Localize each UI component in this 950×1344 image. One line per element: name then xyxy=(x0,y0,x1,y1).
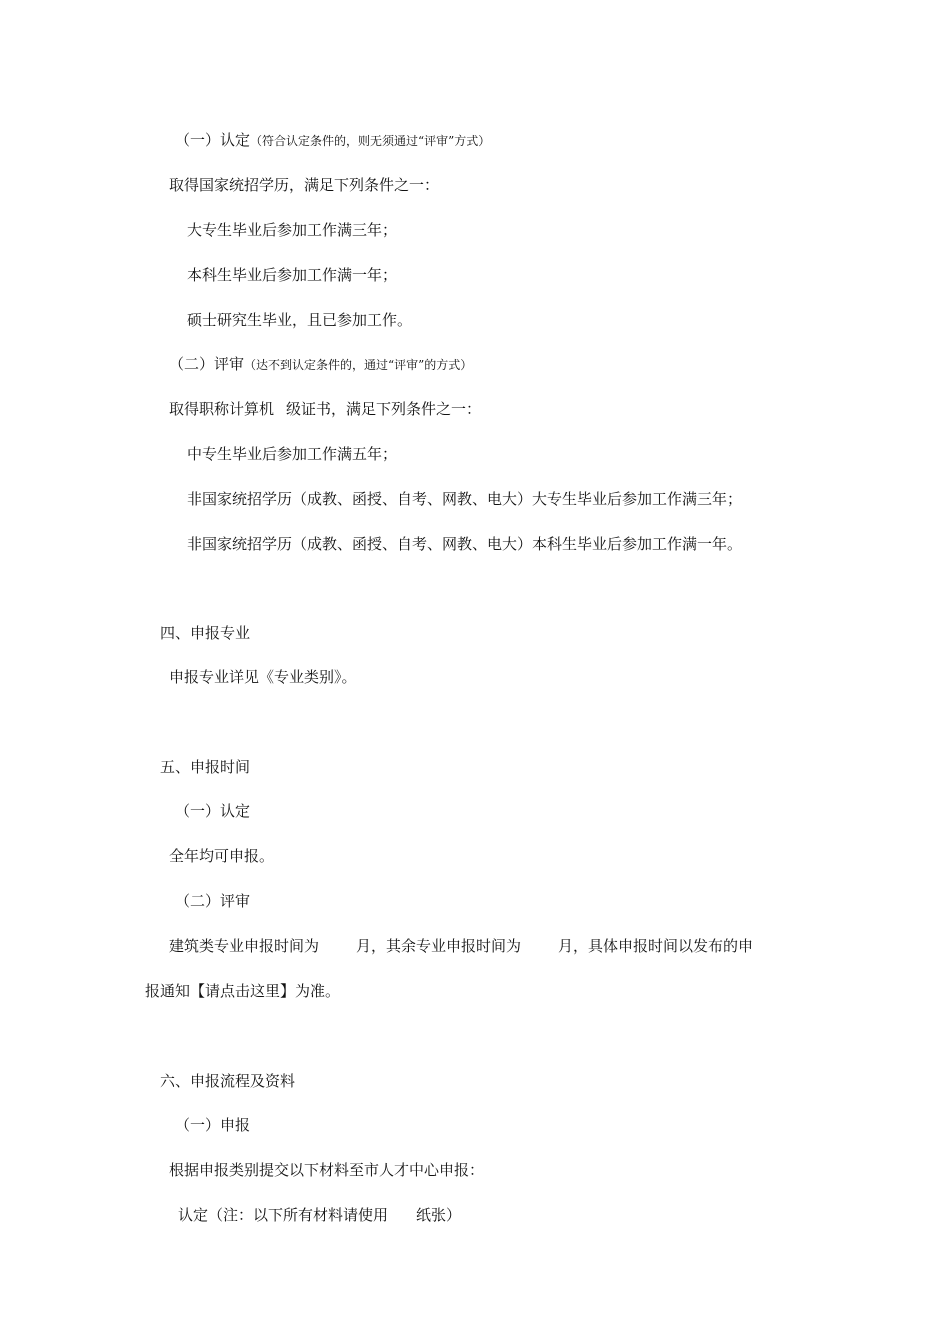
section-heading-specialty: 四、申报专业 xyxy=(160,624,251,642)
subsection-heading-recognition xyxy=(175,130,490,151)
paragraph-recognition-time: 全年均可申报。 xyxy=(169,847,275,865)
subsection-heading-review xyxy=(169,354,472,375)
text-part: 报通知 xyxy=(145,982,191,1000)
note-part-b: 纸张） xyxy=(416,1206,462,1224)
notice-link[interactable]: 【请点击这里】 xyxy=(190,982,296,1000)
text-part-c: 月，具体申报时间以发布的申 xyxy=(558,937,754,955)
text-part: 为准。 xyxy=(295,982,341,1000)
list-item: 非国家统招学历（成教、函授、自考、网教、电大）大专生毕业后参加工作满三年； xyxy=(187,490,743,508)
subsection-heading-text: （一）认定 xyxy=(175,131,251,149)
subsection-heading-text: （二）评审 xyxy=(169,355,245,373)
subsection-note: （达不到认定条件的，通过“评审”的方式） xyxy=(244,358,473,372)
subsection-note: （符合认定条件的，则无须通过“评审”方式） xyxy=(250,134,491,148)
section-heading-process: 六、申报流程及资料 xyxy=(160,1072,296,1090)
paragraph-review-time xyxy=(169,936,753,956)
paragraph-review-time-continued xyxy=(145,981,340,1001)
list-item: 硕士研究生毕业，且已参加工作。 xyxy=(187,311,413,329)
list-item: 本科生毕业后参加工作满一年； xyxy=(187,266,398,284)
list-item: 中专生毕业后参加工作满五年； xyxy=(187,445,398,463)
subsection-heading-review: （二）评审 xyxy=(175,892,251,910)
subsection-heading-recognition: （一）认定 xyxy=(175,802,251,820)
paragraph-specialty: 申报专业详见《专业类别》。 xyxy=(169,668,357,686)
list-item: 非国家统招学历（成教、函授、自考、网教、电大）本科生毕业后参加工作满一年。 xyxy=(187,535,743,553)
paragraph-review-intro xyxy=(169,399,481,419)
list-item: 大专生毕业后参加工作满三年； xyxy=(187,221,398,239)
intro-part-a: 取得职称计算机 xyxy=(169,400,275,418)
subsection-heading-apply: （一）申报 xyxy=(175,1116,251,1134)
section-heading-time: 五、申报时间 xyxy=(160,758,251,776)
paragraph-apply-intro: 根据申报类别提交以下材料至市人才中心申报： xyxy=(169,1161,485,1179)
text-part-a: 建筑类专业申报时间为 xyxy=(169,937,320,955)
intro-part-b: 级证书，满足下列条件之一： xyxy=(286,400,482,418)
paragraph-materials-note xyxy=(178,1205,461,1225)
note-part-a: 认定（注：以下所有材料请使用 xyxy=(178,1206,389,1224)
text-part-b: 月，其余专业申报时间为 xyxy=(356,937,522,955)
paragraph-recognition-intro: 取得国家统招学历，满足下列条件之一： xyxy=(169,176,440,194)
